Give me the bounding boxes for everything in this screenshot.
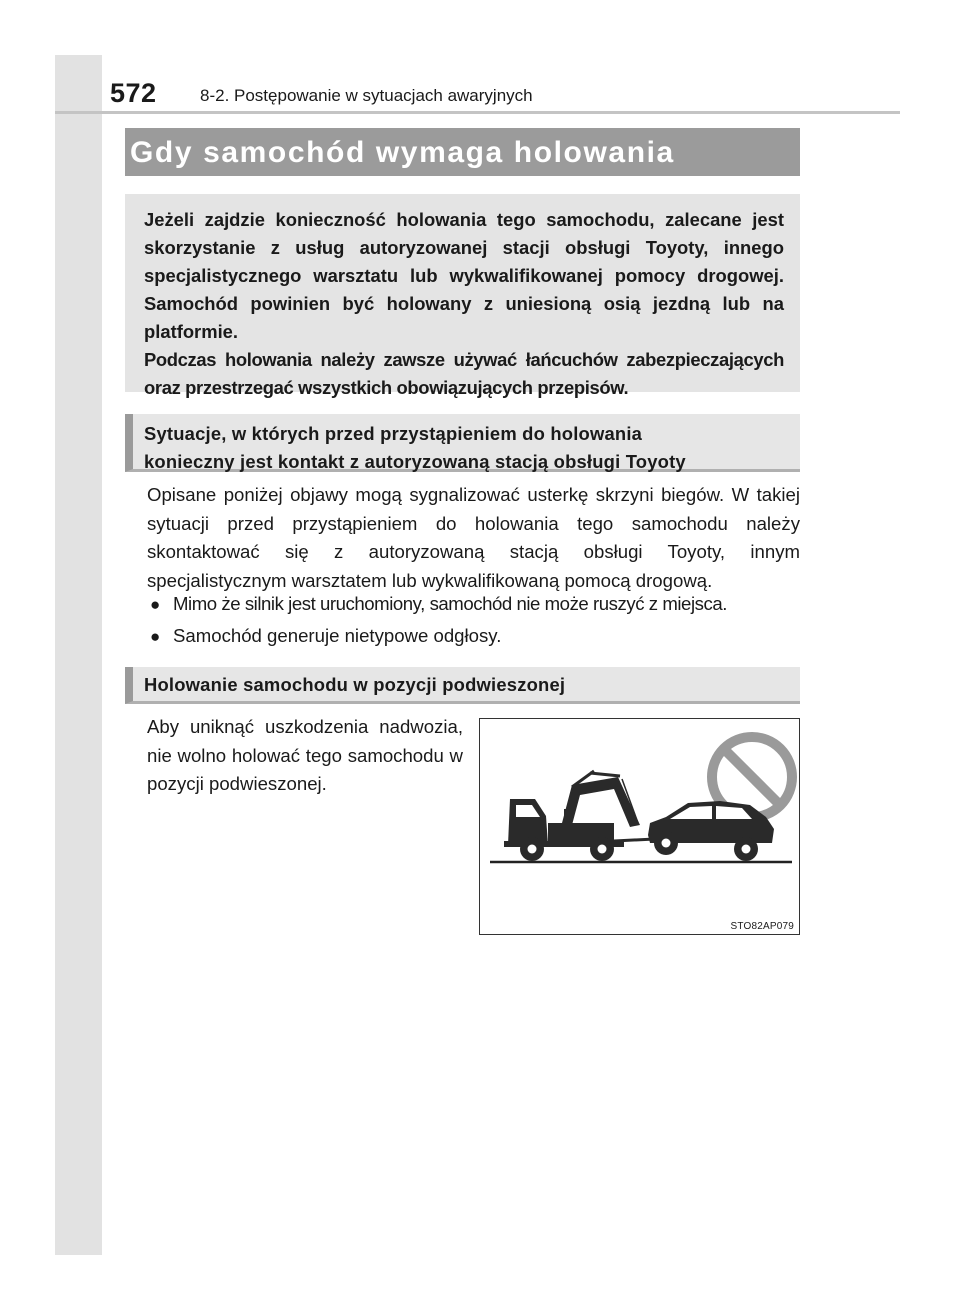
page-number: 572 [110,78,157,108]
bullet-icon: ● [150,595,160,614]
tow-truck-illustration [480,719,801,936]
subheading-line-2: konieczny jest kontakt z autoryzowaną stacją obsługi Toyoty [144,451,686,472]
header-rule [55,111,900,114]
section-title-bar [125,128,800,176]
subheading-line-1: Sytuacje, w których przed przystąpieniem do holowania [144,423,643,444]
figure-code: STO82AP079 [730,921,794,932]
intro-box [125,194,800,398]
list-item-text: Mimo że silnik jest uruchomiony, samochód nie może ruszyć z miejsca. [173,593,727,614]
tow-truck-icon [504,771,655,861]
towing-illustration [479,718,800,935]
bullet-icon: ● [150,627,161,646]
margin-strip [55,55,102,1255]
intro-paragraph: Jeżeli zajdzie konieczność holowania tego samochodu, zalecane jest skorzystanie z usług autoryzowanej stacji obsługi Toyoty, innego specjalistycznego warsztatu lub wykwalifikowanej pomocy drogowej. Samochód powinien być holowany z uniesioną osią jezdną lub na platformie. [144,209,784,342]
list-item [150,592,727,617]
intro-chain-note: Podczas holowania należy zawsze używać łańcuchów zabezpieczających oraz przestrzegać wszystkich obowiązujących przepisów. [144,349,784,398]
towed-car-icon [648,801,774,861]
subheading-contact-dealer [125,414,800,472]
chapter-title: 8-2. Postępowanie w sytuacjach awaryjnych [200,86,533,105]
symptoms-paragraph: Opisane poniżej objawy mogą sygnalizować usterkę skrzyni biegów. W takiej sytuacji przed przystąpieniem do holowania tego samochodu należy skontaktować się z autoryzowaną stacją obsługi Toyoty, innym specjalistycznym warsztatem lub wykwalifikowaną pomocą drogową. [147,484,800,591]
suspended-towing-paragraph: Aby uniknąć uszkodzenia nadwozia, nie wolno holować tego samochodu w pozycji podwieszonej. [147,716,463,794]
subheading-suspended-towing [125,667,800,704]
list-item [150,624,501,649]
list-item-text: Samochód generuje nietypowe odgłosy. [173,625,502,646]
page-title: Gdy samochód wymaga holowania [130,136,675,169]
subheading-text: Holowanie samochodu w pozycji podwieszonej [144,674,566,695]
